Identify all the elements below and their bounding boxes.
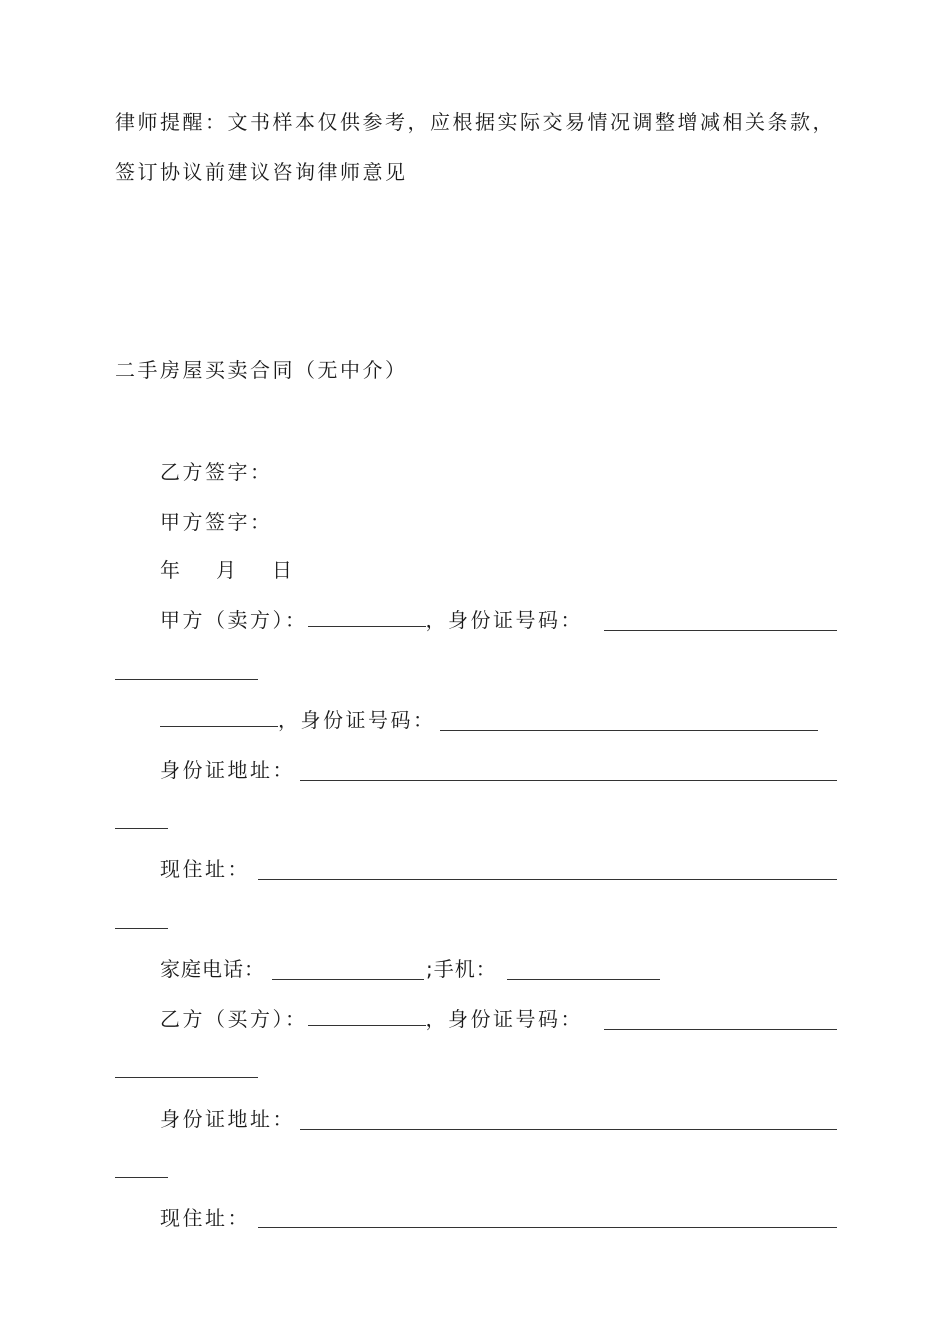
seller-home-phone-blank[interactable] — [272, 979, 424, 980]
date-label: 年 月 日 — [160, 558, 300, 582]
seller-row — [160, 608, 583, 632]
buyer-row — [160, 1007, 583, 1031]
seller-extra-name-blank[interactable] — [160, 710, 278, 727]
buyer-id-blank[interactable] — [604, 1029, 837, 1030]
seller-mobile-blank[interactable] — [507, 979, 660, 980]
buyer-id-label: ，身份证号码： — [425, 1007, 583, 1031]
contract-title: 二手房屋买卖合同（无中介） — [115, 358, 408, 382]
seller-label: 甲方（卖方）： — [160, 608, 308, 632]
seller-id-address-label: 身份证地址： — [160, 758, 295, 782]
seller-id-label: ，身份证号码： — [425, 608, 583, 632]
party-b-signature-label: 乙方签字： — [160, 460, 273, 484]
buyer-id-address-label: 身份证地址： — [160, 1107, 295, 1131]
buyer-label: 乙方（买方）： — [160, 1007, 308, 1031]
seller-current-address-blank-continued[interactable] — [115, 928, 168, 929]
buyer-name-blank[interactable] — [308, 1009, 426, 1026]
seller-extra-id-blank[interactable] — [440, 730, 818, 731]
seller-mobile-label: ;手机： — [426, 957, 497, 981]
seller-name-blank[interactable] — [308, 610, 426, 627]
seller-row-2 — [160, 708, 436, 732]
seller-id-label-2: ，身份证号码： — [278, 708, 436, 732]
buyer-current-address-label: 现住址： — [160, 1206, 250, 1230]
notice-line-2: 签订协议前建议咨询律师意见 — [115, 160, 408, 184]
seller-current-address-label: 现住址： — [160, 857, 250, 881]
buyer-current-address-blank[interactable] — [258, 1227, 837, 1228]
seller-current-address-blank[interactable] — [258, 879, 837, 880]
seller-phone-row — [160, 957, 265, 981]
seller-id-blank-continued[interactable] — [115, 679, 258, 680]
seller-id-address-blank[interactable] — [300, 780, 837, 781]
buyer-id-address-blank-continued[interactable] — [115, 1177, 168, 1178]
seller-id-address-blank-continued[interactable] — [115, 828, 168, 829]
notice-line-1: 律师提醒：文书样本仅供参考，应根据实际交易情况调整增减相关条款， — [115, 110, 835, 134]
seller-home-phone-label: 家庭电话： — [160, 957, 265, 981]
buyer-id-blank-continued[interactable] — [115, 1077, 258, 1078]
buyer-id-address-blank[interactable] — [300, 1129, 837, 1130]
seller-id-blank[interactable] — [604, 630, 837, 631]
party-a-signature-label: 甲方签字： — [160, 510, 273, 534]
